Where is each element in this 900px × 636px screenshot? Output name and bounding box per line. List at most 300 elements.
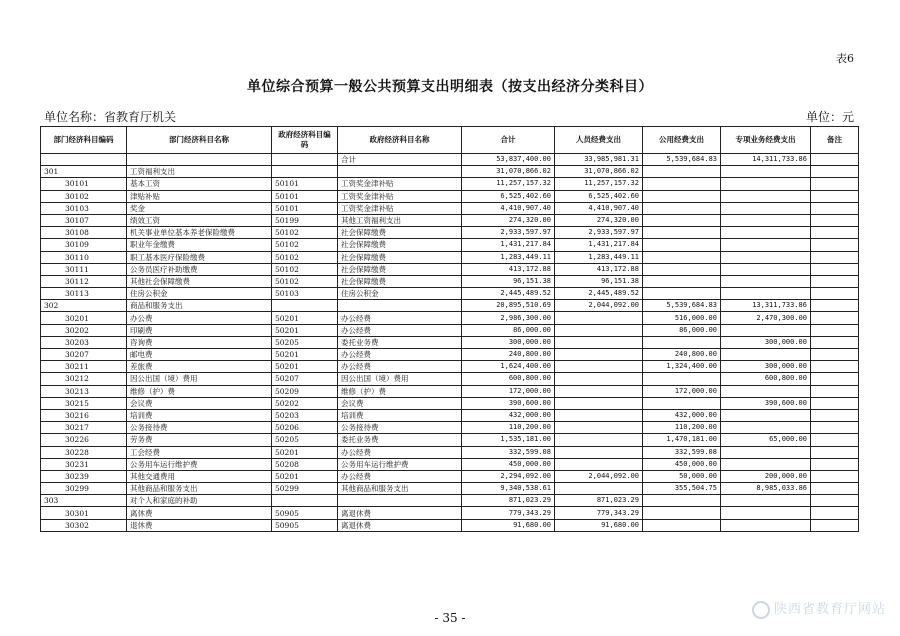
table-cell: 301	[41, 166, 127, 178]
table-row	[41, 214, 859, 226]
table-cell: 对个人和家庭的补助	[127, 495, 272, 507]
table-tag: 表6	[836, 52, 854, 65]
table-cell: 240,800.00	[462, 349, 555, 361]
table-cell	[811, 202, 859, 214]
table-cell: 50102	[272, 263, 338, 275]
table-cell: 4,410,907.40	[555, 202, 643, 214]
column-header: 合计	[462, 127, 555, 154]
table-cell: 社会保障缴费	[338, 239, 462, 251]
table-cell: 30107	[41, 214, 127, 226]
table-cell	[555, 324, 643, 336]
table-cell	[643, 202, 721, 214]
table-cell	[721, 324, 811, 336]
table-cell: 2,044,092.00	[555, 300, 643, 312]
table-row	[41, 251, 859, 263]
table-cell: 50202	[272, 397, 338, 409]
table-row	[41, 190, 859, 202]
table-cell: 96,151.38	[462, 275, 555, 287]
table-cell: 779,343.29	[462, 507, 555, 519]
table-cell: 20,895,510.69	[462, 300, 555, 312]
table-cell: 其他社会保障缴费	[127, 275, 272, 287]
table-cell: 因公出国（境）费用	[338, 373, 462, 385]
table-cell	[811, 154, 859, 166]
table-cell: 30212	[41, 373, 127, 385]
table-cell: 332,599.08	[643, 446, 721, 458]
table-cell	[811, 312, 859, 324]
page-title: 单位综合预算一般公共预算支出明细表（按支出经济分类科目）	[247, 79, 653, 95]
table-cell: 社会保障缴费	[338, 227, 462, 239]
table-cell	[811, 227, 859, 239]
table-cell: 公务员医疗补助缴费	[127, 263, 272, 275]
table-cell	[555, 397, 643, 409]
table-row	[41, 446, 859, 458]
table-cell	[721, 202, 811, 214]
table-cell: 8,985,033.86	[721, 483, 811, 495]
table-cell	[643, 507, 721, 519]
table-cell: 培训费	[127, 409, 272, 421]
table-cell	[555, 422, 643, 434]
table-cell	[721, 422, 811, 434]
table-cell: 13,311,733.86	[721, 300, 811, 312]
table-cell: 50205	[272, 434, 338, 446]
table-row	[41, 507, 859, 519]
table-cell: 300,000.00	[721, 361, 811, 373]
budget-table	[40, 126, 859, 532]
table-cell: 50208	[272, 458, 338, 470]
table-cell	[811, 263, 859, 275]
table-cell: 1,283,449.11	[462, 251, 555, 263]
table-cell: 1,624,400.00	[462, 361, 555, 373]
table-cell: 办公经费	[338, 312, 462, 324]
table-cell: 30207	[41, 349, 127, 361]
table-cell: 1,470,181.00	[643, 434, 721, 446]
table-cell: 30202	[41, 324, 127, 336]
table-cell: 302	[41, 300, 127, 312]
table-cell: 5,539,684.83	[643, 300, 721, 312]
column-header: 政府经济科目名称	[338, 127, 462, 154]
table-row	[41, 263, 859, 275]
table-cell: 413,172.88	[462, 263, 555, 275]
table-cell: 办公经费	[338, 361, 462, 373]
column-header: 专项业务经费支出	[721, 127, 811, 154]
table-cell: 其他工资福利支出	[338, 214, 462, 226]
table-cell: 绩效工资	[127, 214, 272, 226]
table-cell	[811, 434, 859, 446]
table-cell	[643, 263, 721, 275]
table-cell	[811, 190, 859, 202]
table-cell	[721, 385, 811, 397]
table-cell: 4,410,907.40	[462, 202, 555, 214]
table-cell	[721, 288, 811, 300]
table-cell: 30216	[41, 409, 127, 421]
table-cell	[811, 349, 859, 361]
table-cell: 委托业务费	[338, 434, 462, 446]
table-cell: 维修（护）费	[127, 385, 272, 397]
table-cell: 332,599.08	[462, 446, 555, 458]
table-cell: 办公费	[127, 312, 272, 324]
table-cell: 办公经费	[338, 470, 462, 482]
table-cell	[811, 300, 859, 312]
table-cell	[643, 288, 721, 300]
table-cell: 2,294,092.00	[462, 470, 555, 482]
table-cell: 432,000.00	[643, 409, 721, 421]
table-row	[41, 519, 859, 531]
table-cell: 31,070,866.02	[555, 166, 643, 178]
table-cell: 50101	[272, 202, 338, 214]
table-cell: 社会保障缴费	[338, 263, 462, 275]
table-row	[41, 422, 859, 434]
column-header: 人员经费支出	[555, 127, 643, 154]
table-cell	[272, 154, 338, 166]
table-cell	[643, 373, 721, 385]
column-header: 部门经济科目名称	[127, 127, 272, 154]
table-cell: 6,525,402.60	[462, 190, 555, 202]
table-cell: 工资福利支出	[127, 166, 272, 178]
table-cell: 50201	[272, 349, 338, 361]
table-cell: 1,431,217.84	[555, 239, 643, 251]
table-cell: 离休费	[127, 507, 272, 519]
table-row	[41, 470, 859, 482]
table-cell: 30111	[41, 263, 127, 275]
table-cell	[555, 483, 643, 495]
table-cell: 50201	[272, 361, 338, 373]
table-cell: 450,000.00	[643, 458, 721, 470]
table-cell: 50102	[272, 239, 338, 251]
table-cell	[338, 300, 462, 312]
table-cell: 公务用车运行维护费	[338, 458, 462, 470]
table-cell: 30113	[41, 288, 127, 300]
table-cell	[272, 300, 338, 312]
table-cell	[555, 312, 643, 324]
table-cell: 30201	[41, 312, 127, 324]
table-cell	[643, 178, 721, 190]
table-cell: 30112	[41, 275, 127, 287]
table-cell: 30228	[41, 446, 127, 458]
table-cell	[643, 519, 721, 531]
table-cell: 30299	[41, 483, 127, 495]
watermark-text: 陕西省教育厅网站	[773, 602, 886, 617]
column-header: 公用经费支出	[643, 127, 721, 154]
table-cell	[811, 373, 859, 385]
table-cell	[721, 214, 811, 226]
table-cell: 1,324,400.00	[643, 361, 721, 373]
table-cell	[272, 166, 338, 178]
table-cell: 50102	[272, 275, 338, 287]
table-cell: 2,933,597.97	[555, 227, 643, 239]
table-cell: 303	[41, 495, 127, 507]
table-cell	[41, 154, 127, 166]
table-cell: 50201	[272, 446, 338, 458]
table-cell: 30215	[41, 397, 127, 409]
table-cell: 30108	[41, 227, 127, 239]
table-cell: 会议费	[127, 397, 272, 409]
table-cell: 办公经费	[338, 349, 462, 361]
table-cell: 公务接待费	[127, 422, 272, 434]
table-row	[41, 349, 859, 361]
table-cell: 住房公积金	[127, 288, 272, 300]
table-cell	[721, 446, 811, 458]
table-cell: 2,445,489.52	[555, 288, 643, 300]
table-cell: 职工基本医疗保险缴费	[127, 251, 272, 263]
table-cell: 合计	[338, 154, 462, 166]
table-row	[41, 336, 859, 348]
table-cell	[811, 507, 859, 519]
table-cell: 50101	[272, 178, 338, 190]
table-cell: 30217	[41, 422, 127, 434]
table-cell: 200,000.00	[721, 470, 811, 482]
table-cell: 机关事业单位基本养老保险缴费	[127, 227, 272, 239]
table-cell: 其他交通费用	[127, 470, 272, 482]
table-cell	[338, 495, 462, 507]
table-cell: 871,023.29	[555, 495, 643, 507]
table-cell: 工资奖金津补贴	[338, 190, 462, 202]
watermark-logo-icon	[752, 601, 770, 619]
table-cell: 1,431,217.84	[462, 239, 555, 251]
table-cell: 65,000.00	[721, 434, 811, 446]
table-cell	[721, 263, 811, 275]
table-row	[41, 288, 859, 300]
table-cell	[721, 166, 811, 178]
table-cell: 172,000.00	[462, 385, 555, 397]
table-cell	[643, 214, 721, 226]
table-cell: 600,800.00	[462, 373, 555, 385]
table-cell: 91,680.00	[462, 519, 555, 531]
table-cell: 50199	[272, 214, 338, 226]
table-cell: 11,257,157.32	[462, 178, 555, 190]
table-cell: 劳务费	[127, 434, 272, 446]
table-cell: 30110	[41, 251, 127, 263]
table-row	[41, 483, 859, 495]
table-cell	[721, 409, 811, 421]
table-cell: 培训费	[338, 409, 462, 421]
column-header: 备注	[811, 127, 859, 154]
table-cell: 退休费	[127, 519, 272, 531]
table-cell: 50203	[272, 409, 338, 421]
table-cell: 6,525,402.60	[555, 190, 643, 202]
table-cell: 离退休费	[338, 507, 462, 519]
table-cell: 110,200.00	[462, 422, 555, 434]
table-cell: 邮电费	[127, 349, 272, 361]
table-row	[41, 202, 859, 214]
table-cell: 职业年金缴费	[127, 239, 272, 251]
table-row	[41, 227, 859, 239]
table-row	[41, 409, 859, 421]
table-cell	[643, 336, 721, 348]
page-number: - 35 -	[434, 611, 466, 625]
table-cell: 172,000.00	[643, 385, 721, 397]
table-cell	[555, 446, 643, 458]
table-cell: 31,070,866.02	[462, 166, 555, 178]
table-cell: 33,985,981.31	[555, 154, 643, 166]
table-cell	[643, 495, 721, 507]
table-cell	[721, 519, 811, 531]
table-cell: 30103	[41, 202, 127, 214]
table-cell: 1,283,449.11	[555, 251, 643, 263]
table-header-row	[41, 127, 859, 154]
table-cell: 390,600.00	[462, 397, 555, 409]
table-cell: 2,470,300.00	[721, 312, 811, 324]
table-cell	[721, 458, 811, 470]
table-cell: 871,023.29	[462, 495, 555, 507]
table-cell: 30239	[41, 470, 127, 482]
table-row	[41, 275, 859, 287]
table-cell: 30213	[41, 385, 127, 397]
table-cell: 50205	[272, 336, 338, 348]
table-cell	[811, 239, 859, 251]
table-cell	[555, 458, 643, 470]
table-cell: 维修（护）费	[338, 385, 462, 397]
table-row	[41, 397, 859, 409]
table-cell	[555, 385, 643, 397]
table-cell: 50,000.00	[643, 470, 721, 482]
table-cell: 社会保障缴费	[338, 275, 462, 287]
table-cell: 2,445,489.52	[462, 288, 555, 300]
table-cell: 11,257,157.32	[555, 178, 643, 190]
table-cell	[721, 349, 811, 361]
table-cell	[811, 446, 859, 458]
table-cell: 2,986,300.00	[462, 312, 555, 324]
table-cell	[721, 495, 811, 507]
table-cell	[555, 336, 643, 348]
table-cell: 其他商品和服务支出	[127, 483, 272, 495]
table-cell: 50207	[272, 373, 338, 385]
table-cell: 50103	[272, 288, 338, 300]
table-cell	[555, 409, 643, 421]
table-cell: 差旅费	[127, 361, 272, 373]
table-cell: 工会经费	[127, 446, 272, 458]
table-cell	[811, 166, 859, 178]
table-cell	[338, 166, 462, 178]
table-cell	[811, 422, 859, 434]
table-cell: 30102	[41, 190, 127, 202]
table-cell	[721, 190, 811, 202]
table-row	[41, 239, 859, 251]
table-cell: 274,320.00	[555, 214, 643, 226]
table-cell: 委托业务费	[338, 336, 462, 348]
table-cell: 社会保障缴费	[338, 251, 462, 263]
table-cell	[811, 214, 859, 226]
table-cell	[811, 458, 859, 470]
table-cell: 30101	[41, 178, 127, 190]
table-cell	[811, 251, 859, 263]
table-cell	[811, 288, 859, 300]
table-cell	[643, 239, 721, 251]
table-cell: 91,680.00	[555, 519, 643, 531]
table-cell: 50209	[272, 385, 338, 397]
table-cell	[555, 361, 643, 373]
table-cell: 商品和服务支出	[127, 300, 272, 312]
table-cell: 96,151.38	[555, 275, 643, 287]
table-cell: 咨询费	[127, 336, 272, 348]
table-cell	[643, 275, 721, 287]
table-cell	[811, 275, 859, 287]
table-cell	[721, 239, 811, 251]
table-cell: 其他商品和服务支出	[338, 483, 462, 495]
table-cell: 工资奖金津补贴	[338, 178, 462, 190]
table-cell: 50102	[272, 251, 338, 263]
table-cell: 274,320.00	[462, 214, 555, 226]
table-cell: 离退休费	[338, 519, 462, 531]
table-cell: 公务接待费	[338, 422, 462, 434]
table-cell	[721, 178, 811, 190]
table-cell: 因公出国（境）费用	[127, 373, 272, 385]
table-cell: 50102	[272, 227, 338, 239]
table-cell: 1,535,181.00	[462, 434, 555, 446]
table-cell: 基本工资	[127, 178, 272, 190]
table-cell	[555, 349, 643, 361]
table-row	[41, 458, 859, 470]
table-cell	[643, 166, 721, 178]
table-cell: 30226	[41, 434, 127, 446]
table-row	[41, 324, 859, 336]
table-cell: 413,172.88	[555, 263, 643, 275]
table-cell	[721, 227, 811, 239]
table-cell: 86,000.00	[643, 324, 721, 336]
table-cell	[721, 507, 811, 519]
table-cell	[811, 361, 859, 373]
table-cell: 30109	[41, 239, 127, 251]
table-row	[41, 373, 859, 385]
table-row	[41, 361, 859, 373]
table-row	[41, 154, 859, 166]
table-row	[41, 312, 859, 324]
table-cell: 住房公积金	[338, 288, 462, 300]
table-cell: 390,600.00	[721, 397, 811, 409]
table-cell	[721, 275, 811, 287]
watermark	[752, 598, 886, 619]
table-cell: 5,539,684.83	[643, 154, 721, 166]
unit-label: 单位：元	[805, 110, 854, 124]
table-cell	[811, 178, 859, 190]
table-cell: 355,504.75	[643, 483, 721, 495]
table-cell	[643, 251, 721, 263]
table-cell: 240,800.00	[643, 349, 721, 361]
table-cell: 2,044,092.00	[555, 470, 643, 482]
table-cell	[643, 397, 721, 409]
table-cell	[811, 409, 859, 421]
table-cell	[555, 434, 643, 446]
table-cell: 工资奖金津补贴	[338, 202, 462, 214]
table-cell: 会议费	[338, 397, 462, 409]
table-cell	[811, 336, 859, 348]
table-cell	[721, 251, 811, 263]
table-cell: 津贴补贴	[127, 190, 272, 202]
unit-name: 单位名称：省教育厅机关	[44, 110, 177, 124]
table-cell: 2,933,597.97	[462, 227, 555, 239]
table-row	[41, 178, 859, 190]
table-cell: 印刷费	[127, 324, 272, 336]
table-cell: 50905	[272, 519, 338, 531]
table-row	[41, 495, 859, 507]
table-cell: 50101	[272, 190, 338, 202]
table-cell: 53,837,400.00	[462, 154, 555, 166]
table-row	[41, 166, 859, 178]
table-cell: 86,000.00	[462, 324, 555, 336]
table-row	[41, 385, 859, 397]
column-header: 部门经济科目编码	[41, 127, 127, 154]
table-cell: 779,343.29	[555, 507, 643, 519]
table-cell	[811, 495, 859, 507]
table-cell: 30302	[41, 519, 127, 531]
table-cell	[811, 470, 859, 482]
table-cell: 办公经费	[338, 446, 462, 458]
table-cell: 110,200.00	[643, 422, 721, 434]
table-cell: 300,000.00	[462, 336, 555, 348]
table-cell	[811, 324, 859, 336]
table-cell: 50201	[272, 324, 338, 336]
table-cell: 50206	[272, 422, 338, 434]
table-cell	[811, 519, 859, 531]
